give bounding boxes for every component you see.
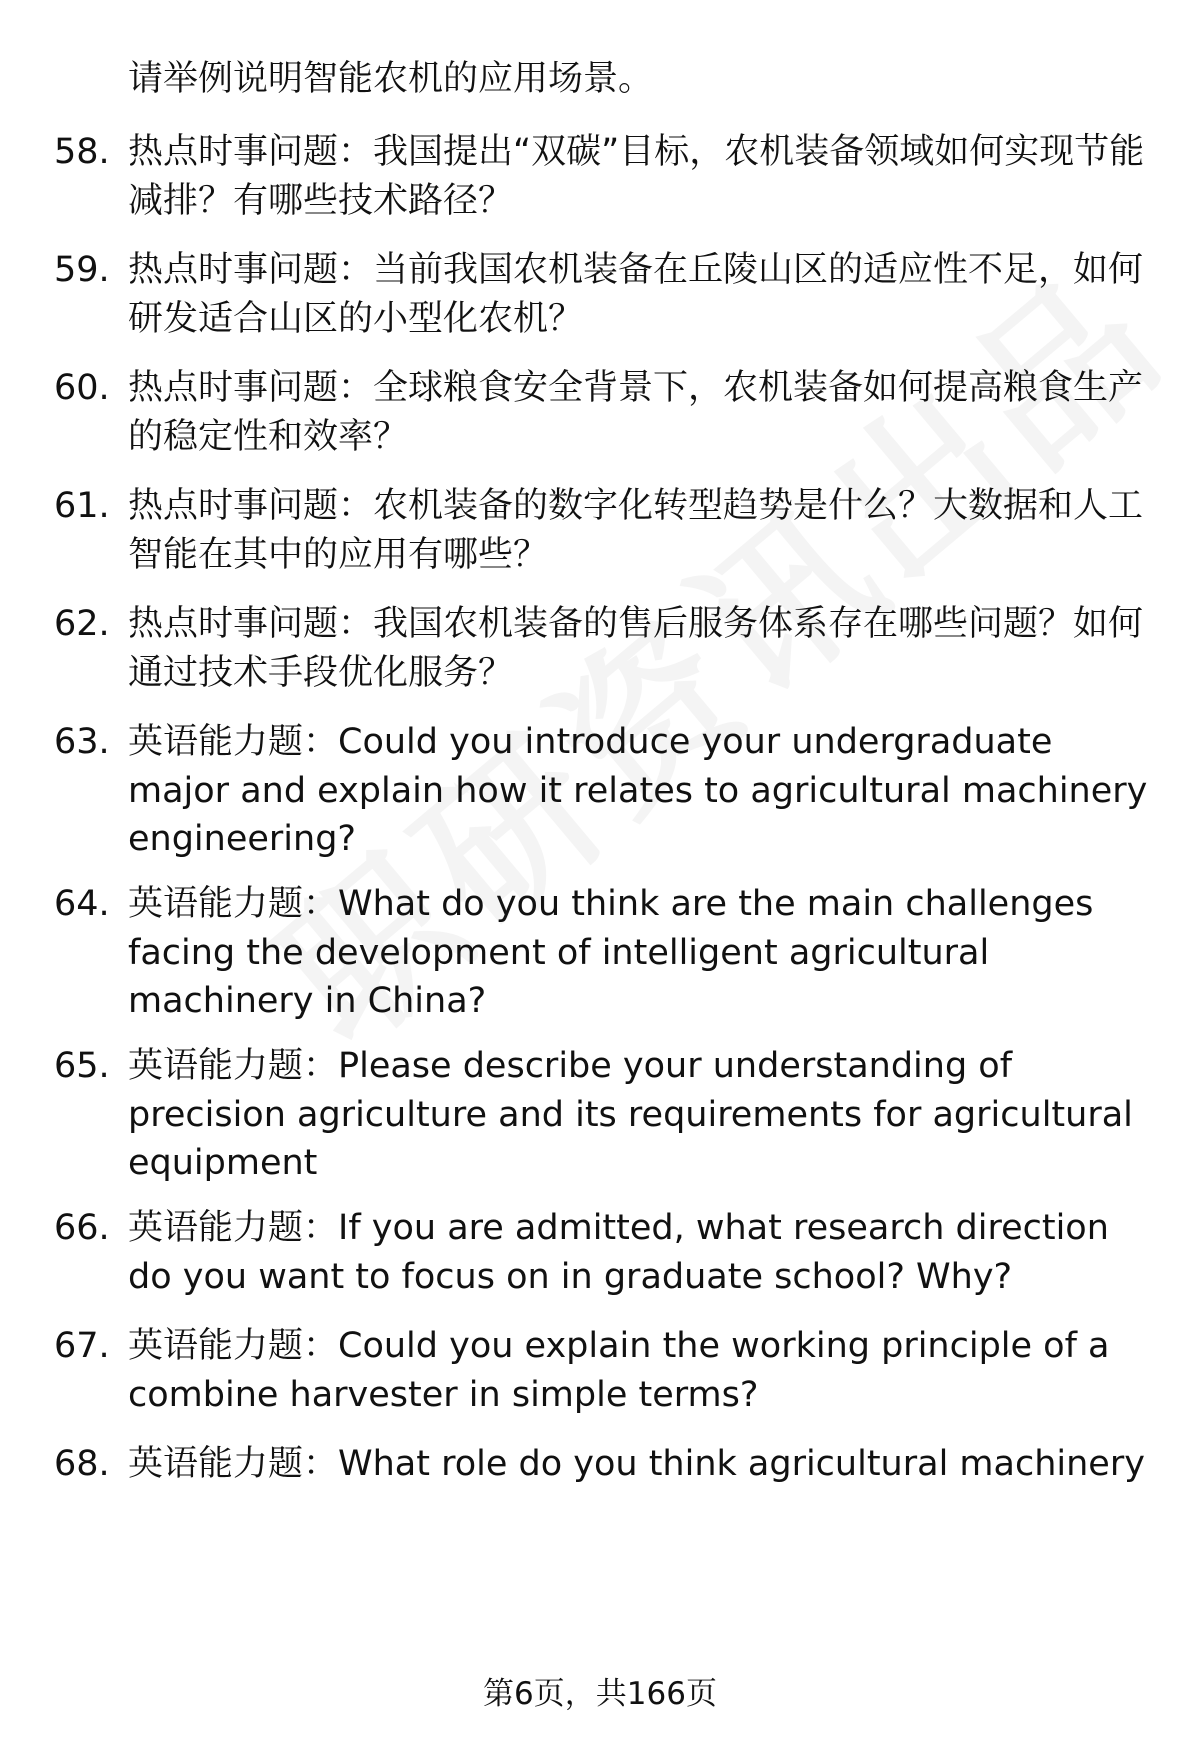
question-number: 64.: [54, 884, 110, 924]
question-text: 英语能力题：Please describe your understanding of precision agriculture and its requirements for agricultural equipment: [128, 1046, 1133, 1183]
question-text: 热点时事问题：农机装备的数字化转型趋势是什么？大数据和人工智能在其中的应用有哪些？: [128, 486, 1144, 575]
question-number: 60.: [54, 368, 110, 408]
question-number: 68.: [54, 1444, 110, 1484]
question-text: 热点时事问题：我国农机装备的售后服务体系存在哪些问题？如何通过技术手段优化服务？: [128, 604, 1144, 693]
question-text: 英语能力题：Could you explain the working principle of a combine harvester in simple terms?: [128, 1326, 1110, 1415]
question-text: 英语能力题：What role do you think agricultural machinery: [128, 1444, 1145, 1484]
question-number: 67.: [54, 1326, 110, 1366]
question-text: 英语能力题：Could you introduce your undergraduate major and explain how it relates to agricultural machinery engineering?: [128, 722, 1148, 859]
question-number: 61.: [54, 486, 110, 526]
question-text: 英语能力题：What do you think are the main challenges facing the development of intelligent agricultural machinery in China?: [128, 884, 1094, 1021]
continuation-line: 请举例说明智能农机的应用场景。: [128, 59, 654, 99]
question-text: 英语能力题：If you are admitted, what research direction do you want to focus on in graduate school? Why?: [128, 1208, 1109, 1297]
page-footer: 第6页，共166页: [483, 1676, 717, 1712]
question-number: 65.: [54, 1046, 110, 1086]
question-number: 63.: [54, 722, 110, 762]
question-text: 热点时事问题：全球粮食安全背景下，农机装备如何提高粮食生产的稳定性和效率？: [128, 368, 1144, 457]
question-text: 热点时事问题：当前我国农机装备在丘陵山区的适应性不足，如何研发适合山区的小型化农机？: [128, 250, 1144, 339]
question-number: 66.: [54, 1208, 110, 1248]
question-number: 59.: [54, 250, 110, 290]
question-text: 热点时事问题：我国提出“双碳”目标，农机装备领域如何实现节能减排？有哪些技术路径？: [128, 132, 1145, 221]
question-number: 62.: [54, 604, 110, 644]
question-number: 58.: [54, 132, 110, 172]
